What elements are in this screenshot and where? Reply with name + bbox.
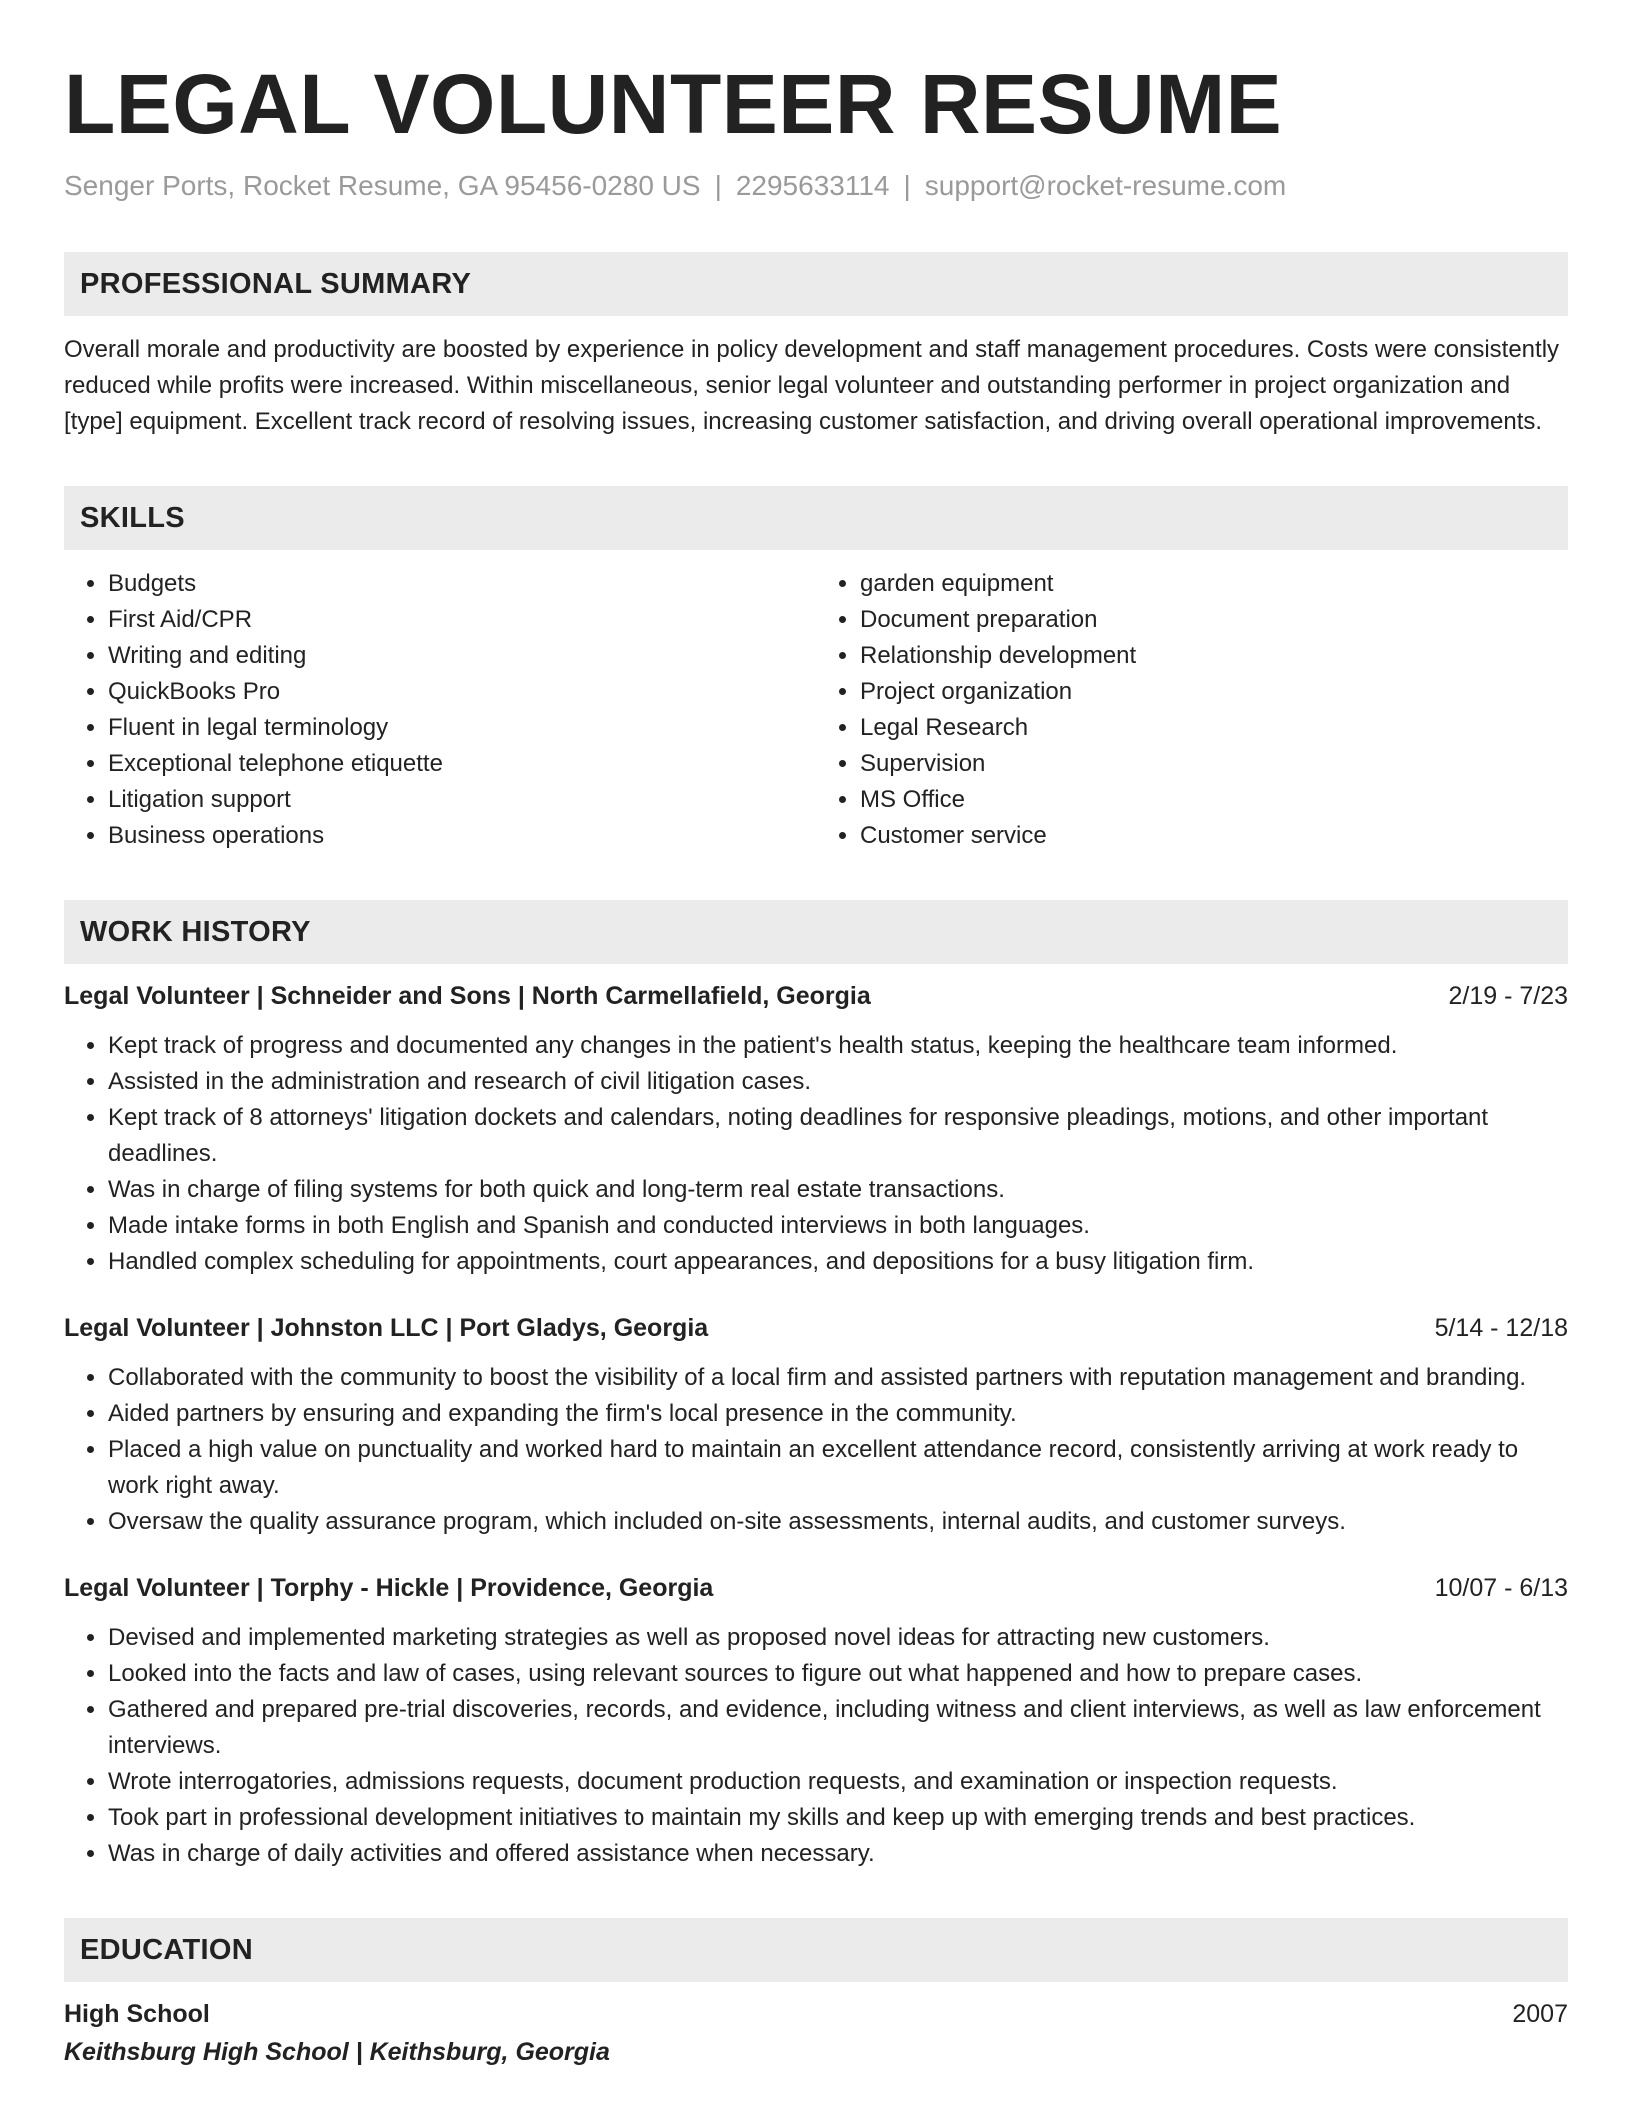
skills-section-header xyxy=(64,486,1568,550)
job-bullet: • Was in charge of filing systems for both quick and long-term real estate transactions. xyxy=(108,1172,1568,1208)
job-title: Legal Volunteer | Schneider and Sons | North Carmellafield, Georgia xyxy=(64,982,871,1010)
job-bullet: • Took part in professional development initiatives to maintain my skills and keep up with emerging trends and best practices. xyxy=(108,1800,1568,1836)
skill-item: • Litigation support xyxy=(108,782,816,818)
job-header xyxy=(64,1310,1568,1346)
education-year: 2007 xyxy=(1512,2000,1568,2028)
resume-title: LEGAL VOLUNTEER RESUME xyxy=(64,57,1283,151)
contact-address: Senger Ports, Rocket Resume, GA 95456-0280 US xyxy=(64,170,701,201)
skill-item: • QuickBooks Pro xyxy=(108,674,816,710)
skill-item: • Budgets xyxy=(108,566,816,602)
job-header xyxy=(64,978,1568,1014)
job-header xyxy=(64,1570,1568,1606)
job-dates: 5/14 - 12/18 xyxy=(1434,1314,1568,1342)
job-bullet: • Looked into the facts and law of cases, using relevant sources to figure out what happened and how to prepare cases. xyxy=(108,1656,1568,1692)
skill-item: • garden equipment xyxy=(860,566,1568,602)
skill-item: • Project organization xyxy=(860,674,1568,710)
job-bullets xyxy=(64,1620,1568,1872)
skill-item: • Business operations xyxy=(108,818,816,854)
job-dates: 2/19 - 7/23 xyxy=(1448,982,1568,1010)
job-bullet: • Kept track of 8 attorneys' litigation dockets and calendars, noting deadlines for responsive pleadings, motions, and other important deadlines. xyxy=(108,1100,1568,1172)
job-bullet: • Made intake forms in both English and Spanish and conducted interviews in both languages. xyxy=(108,1208,1568,1244)
job-bullet: • Oversaw the quality assurance program, which included on-site assessments, internal audits, and customer surveys. xyxy=(108,1504,1568,1540)
job-bullet: • Wrote interrogatories, admissions requests, document production requests, and examination or inspection requests. xyxy=(108,1764,1568,1800)
skills-column-right xyxy=(816,566,1568,854)
skill-item: • Legal Research xyxy=(860,710,1568,746)
skills-column-left xyxy=(64,566,816,854)
job-bullet: • Placed a high value on punctuality and worked hard to maintain an excellent attendance record, consistently arriving at work ready to work right away. xyxy=(108,1432,1568,1504)
contact-separator: | xyxy=(903,170,911,201)
job-entry xyxy=(64,1310,1568,1540)
job-bullet: • Handled complex scheduling for appointments, court appearances, and depositions for a busy litigation firm. xyxy=(108,1244,1568,1280)
work-heading: WORK HISTORY xyxy=(80,915,311,948)
education-heading: EDUCATION xyxy=(80,1933,253,1966)
contact-line xyxy=(64,166,1568,206)
skill-item: • Relationship development xyxy=(860,638,1568,674)
skill-item: • Fluent in legal terminology xyxy=(108,710,816,746)
job-bullet: • Gathered and prepared pre-trial discoveries, records, and evidence, including witness and client interviews, as well as law enforcement interviews. xyxy=(108,1692,1568,1764)
job-bullet: • Assisted in the administration and research of civil litigation cases. xyxy=(108,1064,1568,1100)
contact-separator: | xyxy=(714,170,722,201)
job-bullet: • Devised and implemented marketing strategies as well as proposed novel ideas for attracting new customers. xyxy=(108,1620,1568,1656)
education-section-header xyxy=(64,1918,1568,1982)
job-bullets xyxy=(64,1028,1568,1280)
skill-item: • MS Office xyxy=(860,782,1568,818)
job-entry xyxy=(64,978,1568,1280)
skill-item: • Supervision xyxy=(860,746,1568,782)
job-bullets xyxy=(64,1360,1568,1540)
skill-item: • Document preparation xyxy=(860,602,1568,638)
education-header xyxy=(64,1996,1568,2032)
job-bullet: • Was in charge of daily activities and offered assistance when necessary. xyxy=(108,1836,1568,1872)
summary-text: Overall morale and productivity are boosted by experience in policy development and staff management procedures. Costs were consistently reduced while profits were increased. Within miscellaneous, senior legal volunteer and outstanding performer in project organization and [type] equipment. Excellent track record of resolving issues, increasing customer satisfaction, and driving overall operational improvements. xyxy=(64,336,1560,435)
skill-item: • Exceptional telephone etiquette xyxy=(108,746,816,782)
skill-item: • Writing and editing xyxy=(108,638,816,674)
job-bullet: • Collaborated with the community to boost the visibility of a local firm and assisted partners with reputation management and branding. xyxy=(108,1360,1568,1396)
job-bullet: • Aided partners by ensuring and expanding the firm's local presence in the community. xyxy=(108,1396,1568,1432)
skill-item: • Customer service xyxy=(860,818,1568,854)
job-title: Legal Volunteer | Torphy - Hickle | Providence, Georgia xyxy=(64,1574,714,1602)
contact-email: support@rocket-resume.com xyxy=(924,170,1287,201)
education-degree: High School xyxy=(64,2000,210,2028)
summary-heading: PROFESSIONAL SUMMARY xyxy=(80,267,472,300)
summary-section-header xyxy=(64,252,1568,316)
job-title: Legal Volunteer | Johnston LLC | Port Gladys, Georgia xyxy=(64,1314,709,1342)
work-section-header xyxy=(64,900,1568,964)
skills-heading: SKILLS xyxy=(80,501,185,534)
education-entry xyxy=(64,1996,1568,2070)
skill-item: • First Aid/CPR xyxy=(108,602,816,638)
contact-phone: 2295633114 xyxy=(735,170,890,201)
job-bullet: • Kept track of progress and documented any changes in the patient's health status, keeping the healthcare team informed. xyxy=(108,1028,1568,1064)
job-entry xyxy=(64,1570,1568,1872)
job-dates: 10/07 - 6/13 xyxy=(1434,1574,1568,1602)
skills-list xyxy=(64,566,1568,854)
education-school: Keithsburg High School | Keithsburg, Georgia xyxy=(64,2038,610,2066)
